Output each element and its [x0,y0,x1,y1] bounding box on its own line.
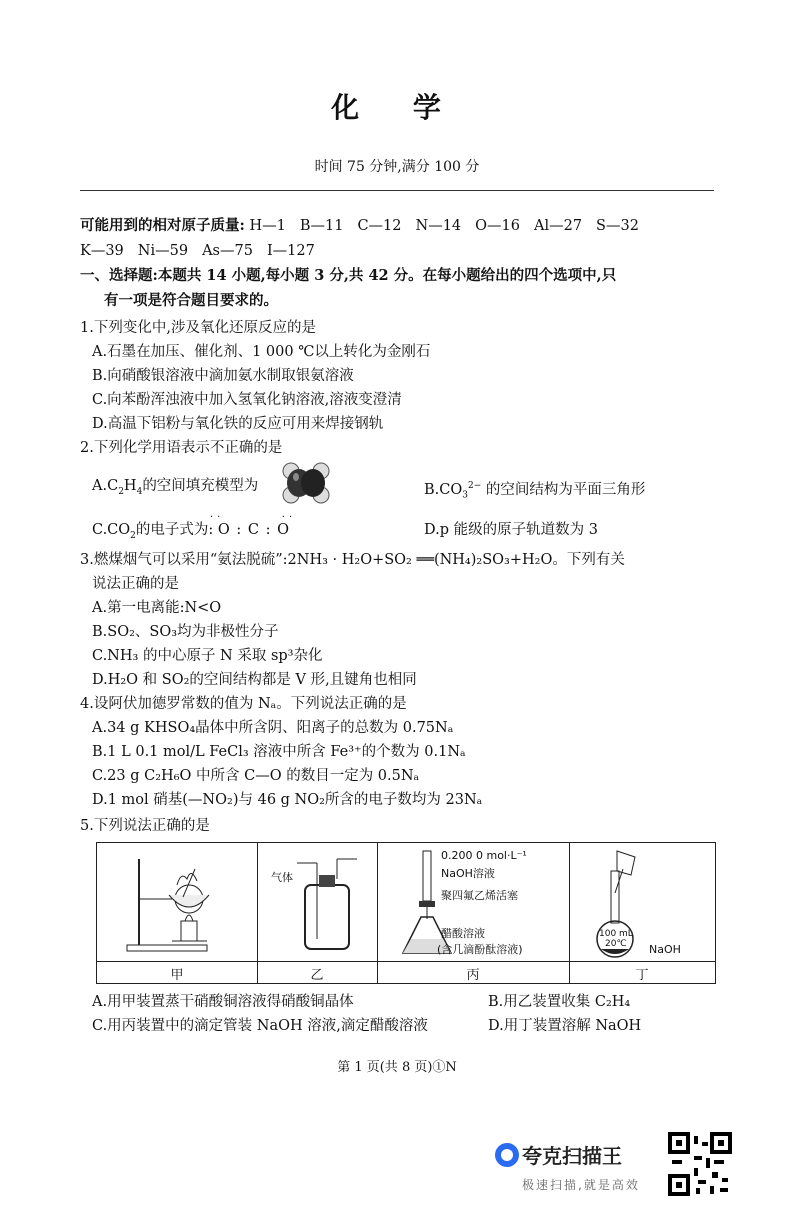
page-title: 化 学 [331,91,463,124]
q3-stem-cont: 说法正确的是 [92,576,179,592]
atomic-mass-item: K—39 [80,243,124,259]
q2-c-suffix: 的电子式为: [135,522,214,538]
ethylene-space-filling-model [280,462,332,504]
header-divider [80,190,714,191]
gas-bottle-drawing [293,855,365,955]
q1-option-c: C.向苯酚浑浊液中加入氢氧化钠溶液,溶液变澄清 [92,392,402,408]
q3-option-d: D.H₂O 和 SO₂的空间结构都是 V 形,且键角也相同 [92,672,417,688]
q2-option-b [424,476,645,506]
scanner-slogan: 极速扫描,就是高效 [522,1178,640,1192]
q2-c-prefix: C.CO [92,522,131,538]
q5-option-b: B.用乙装置收集 C₂H₄ [488,994,631,1010]
q2-b-prefix: B.CO [424,481,463,498]
apparatus-figure [96,842,716,984]
q2-stem: 2.下列化学用语表示不正确的是 [80,440,283,456]
q2-option-d: D.p 能级的原子轨道数为 3 [424,522,598,538]
atomic-mass-item: B—11 [299,218,344,234]
gas-label: 气体 [271,871,293,884]
atomic-mass-item: S—32 [596,218,639,234]
naoh-solution-label: NaOH溶液 [441,867,495,880]
q2-a-mid: H [123,478,137,494]
atomic-mass-item: O—16 [475,218,520,234]
atomic-masses-list [249,218,652,234]
atomic-mass-item: I—127 [266,243,315,259]
scanner-brand: 夸克扫描王 [522,1144,622,1168]
q2-a-sub1: 2 [118,486,124,497]
q2-c-sub: 2 [130,530,136,541]
electron-dots-top: ·· ·· [210,512,297,523]
atomic-masses-label: 可能用到的相对原子质量: [80,217,245,234]
atomic-mass-item: H—1 [249,218,286,234]
atomic-mass-item: As—75 [202,243,253,259]
atomic-mass-item: C—12 [357,218,402,234]
indicator-label: (含几滴酚酞溶液) [437,943,523,956]
q5-option-d: D.用丁装置溶解 NaOH [488,1018,642,1034]
q2-option-a [92,476,258,502]
atomic-masses-line2 [80,241,329,261]
q4-option-a: A.34 g KHSO₄晶体中所含阴、阳离子的总数为 0.75Nₐ [92,720,454,736]
q5-option-a: A.用甲装置蒸干硝酸铜溶液得硝酸铜晶体 [92,994,354,1010]
apparatus-yi-label: 乙 [310,968,324,983]
co2-electron-formula: O : C : O [217,522,290,538]
q1-option-a: A.石墨在加压、催化剂、1 000 ℃以上转化为金刚石 [92,344,431,360]
q2-a-suffix: 的空间填充模型为 [142,478,259,494]
q4-stem: 4.设阿伏加德罗常数的值为 Nₐ。下列说法正确的是 [80,696,407,712]
apparatus-jia-label: 甲 [170,968,184,983]
flask-temp-label: 20℃ [605,939,627,949]
section-heading-cont: 有一项是符合题目要求的。 [104,292,278,309]
naoh-solid-label: NaOH [649,943,681,956]
q5-stem: 5.下列说法正确的是 [80,818,210,834]
atomic-masses-list [80,243,329,259]
q4-option-c: C.23 g C₂H₆O 中所含 C—O 的数目一定为 0.5Nₐ [92,768,420,784]
q3-stem: 3.燃煤烟气可以采用“氨法脱硫”:2NH₃ · H₂O+SO₂ ══(NH₄)₂SO₃+H₂O。下列有关 [80,552,625,568]
q2-option-c [92,520,290,546]
q1-stem: 1.下列变化中,涉及氧化还原反应的是 [80,320,316,336]
apparatus-bing-label: 丙 [466,968,480,983]
atomic-mass-item: N—14 [415,218,462,234]
q2-a-sub2: 4 [136,486,143,497]
q3-option-c: C.NH₃ 的中心原子 N 采取 sp³杂化 [92,648,323,664]
q2-b-sup: 2− [467,481,482,491]
q2-a-prefix: A.C [92,478,119,494]
page-footer: 第 1 页(共 8 页)①N [337,1060,457,1075]
acetic-acid-label: 醋酸溶液 [441,927,485,940]
atomic-mass-item: Al—27 [533,218,583,234]
flask-volume-label: 100 mL [599,929,633,939]
apparatus-ding-label: 丁 [635,968,649,983]
time-info: 时间 75 分钟,满分 100 分 [314,159,480,175]
atomic-masses-line1 [80,216,653,236]
q1-option-b: B.向硝酸银溶液中滴加氨水制取银氨溶液 [92,368,354,384]
q4-option-b: B.1 L 0.1 mol/L FeCl₃ 溶液中所含 Fe³⁺的个数为 0.1Nₐ [92,744,466,760]
q1-option-d: D.高温下铝粉与氧化铁的反应可用来焊接钢轨 [92,416,384,432]
q3-option-b: B.SO₂、SO₃均为非极性分子 [92,624,279,640]
q5-option-c: C.用丙装置中的滴定管装 NaOH 溶液,滴定醋酸溶液 [92,1018,428,1034]
naoh-conc-label: 0.200 0 mol·L⁻¹ [441,849,527,862]
q4-option-d: D.1 mol 硝基(—NO₂)与 46 g NO₂所含的电子数均为 23Nₐ [92,792,483,808]
atomic-mass-item: Ni—59 [137,243,189,259]
q2-b-suffix: 的空间结构为平面三角形 [481,481,646,498]
q2-b-sub: 3 [462,490,468,501]
evaporation-apparatus-drawing [117,849,237,959]
scanner-logo-icon [494,1142,520,1168]
ptfe-valve-label: 聚四氟乙烯活塞 [441,889,518,902]
section-heading: 一、选择题:本题共 14 小题,每小题 3 分,共 42 分。在每小题给出的四个选项中,只 [80,267,617,284]
q3-option-a: A.第一电离能:N<O [92,600,222,616]
qr-code-icon[interactable] [668,1132,732,1196]
